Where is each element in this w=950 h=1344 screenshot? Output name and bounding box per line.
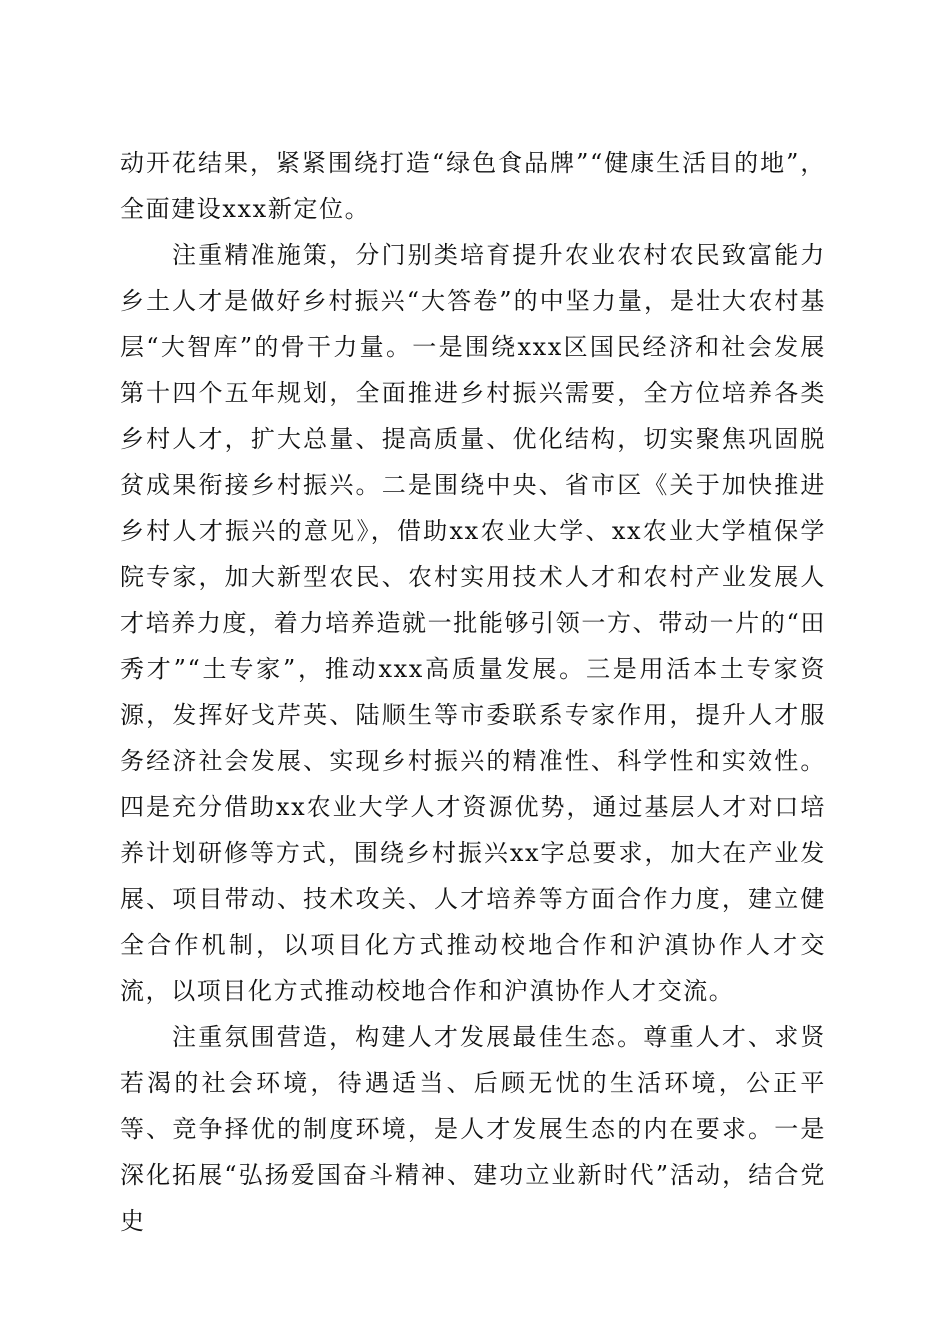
paragraph-talent-ecosystem: 注重氛围营造，构建人才发展最佳生态。尊重人才、求贤若渴的社会环境，待遇适当、后顾无忧的生活环境，公正平等、竞争择优的制度环境，是人才发展生态的内在要求。一是深化拓展“弘扬爱国奋斗精神、建功立业新时代”活动，结合党史 [120, 1023, 826, 1235]
paragraph-continuation: 动开花结果，紧紧围绕打造“绿色食品牌”“健康生活目的地”，全面建设xxx新定位。 [120, 149, 826, 223]
document-body [120, 140, 826, 1244]
paragraph-talent-cultivation: 注重精准施策，分门别类培育提升农业农村农民致富能力乡土人才是做好乡村振兴“大答卷”的中坚力量，是壮大农村基层“大智库”的骨干力量。一是围绕xxx区国民经济和社会发展第十四个五年规划，全面推进乡村振兴需要，全方位培养各类乡村人才，扩大总量、提高质量、优化结构，切实聚焦巩固脱贫成果衔接乡村振兴。二是围绕中央、省市区《关于加快推进乡村人才振兴的意见》，借助xx农业大学、xx农业大学植保学院专家，加大新型农民、农村实用技术人才和农村产业发展人才培养力度，着力培养造就一批能够引领一方、带动一片的“田秀才”“土专家”，推动xxx高质量发展。三是用活本土专家资源，发挥好戈芹英、陆顺生等市委联系专家作用，提升人才服务经济社会发展、实现乡村振兴的精准性、科学性和实效性。四是充分借助xx农业大学人才资源优势，通过基层人才对口培养计划研修等方式，围绕乡村振兴xx字总要求，加大在产业发展、项目带动、技术攻关、人才培养等方面合作力度，建立健全合作机制，以项目化方式推动校地合作和沪滇协作人才交流，以项目化方式推动校地合作和沪滇协作人才交流。 [120, 241, 826, 1005]
